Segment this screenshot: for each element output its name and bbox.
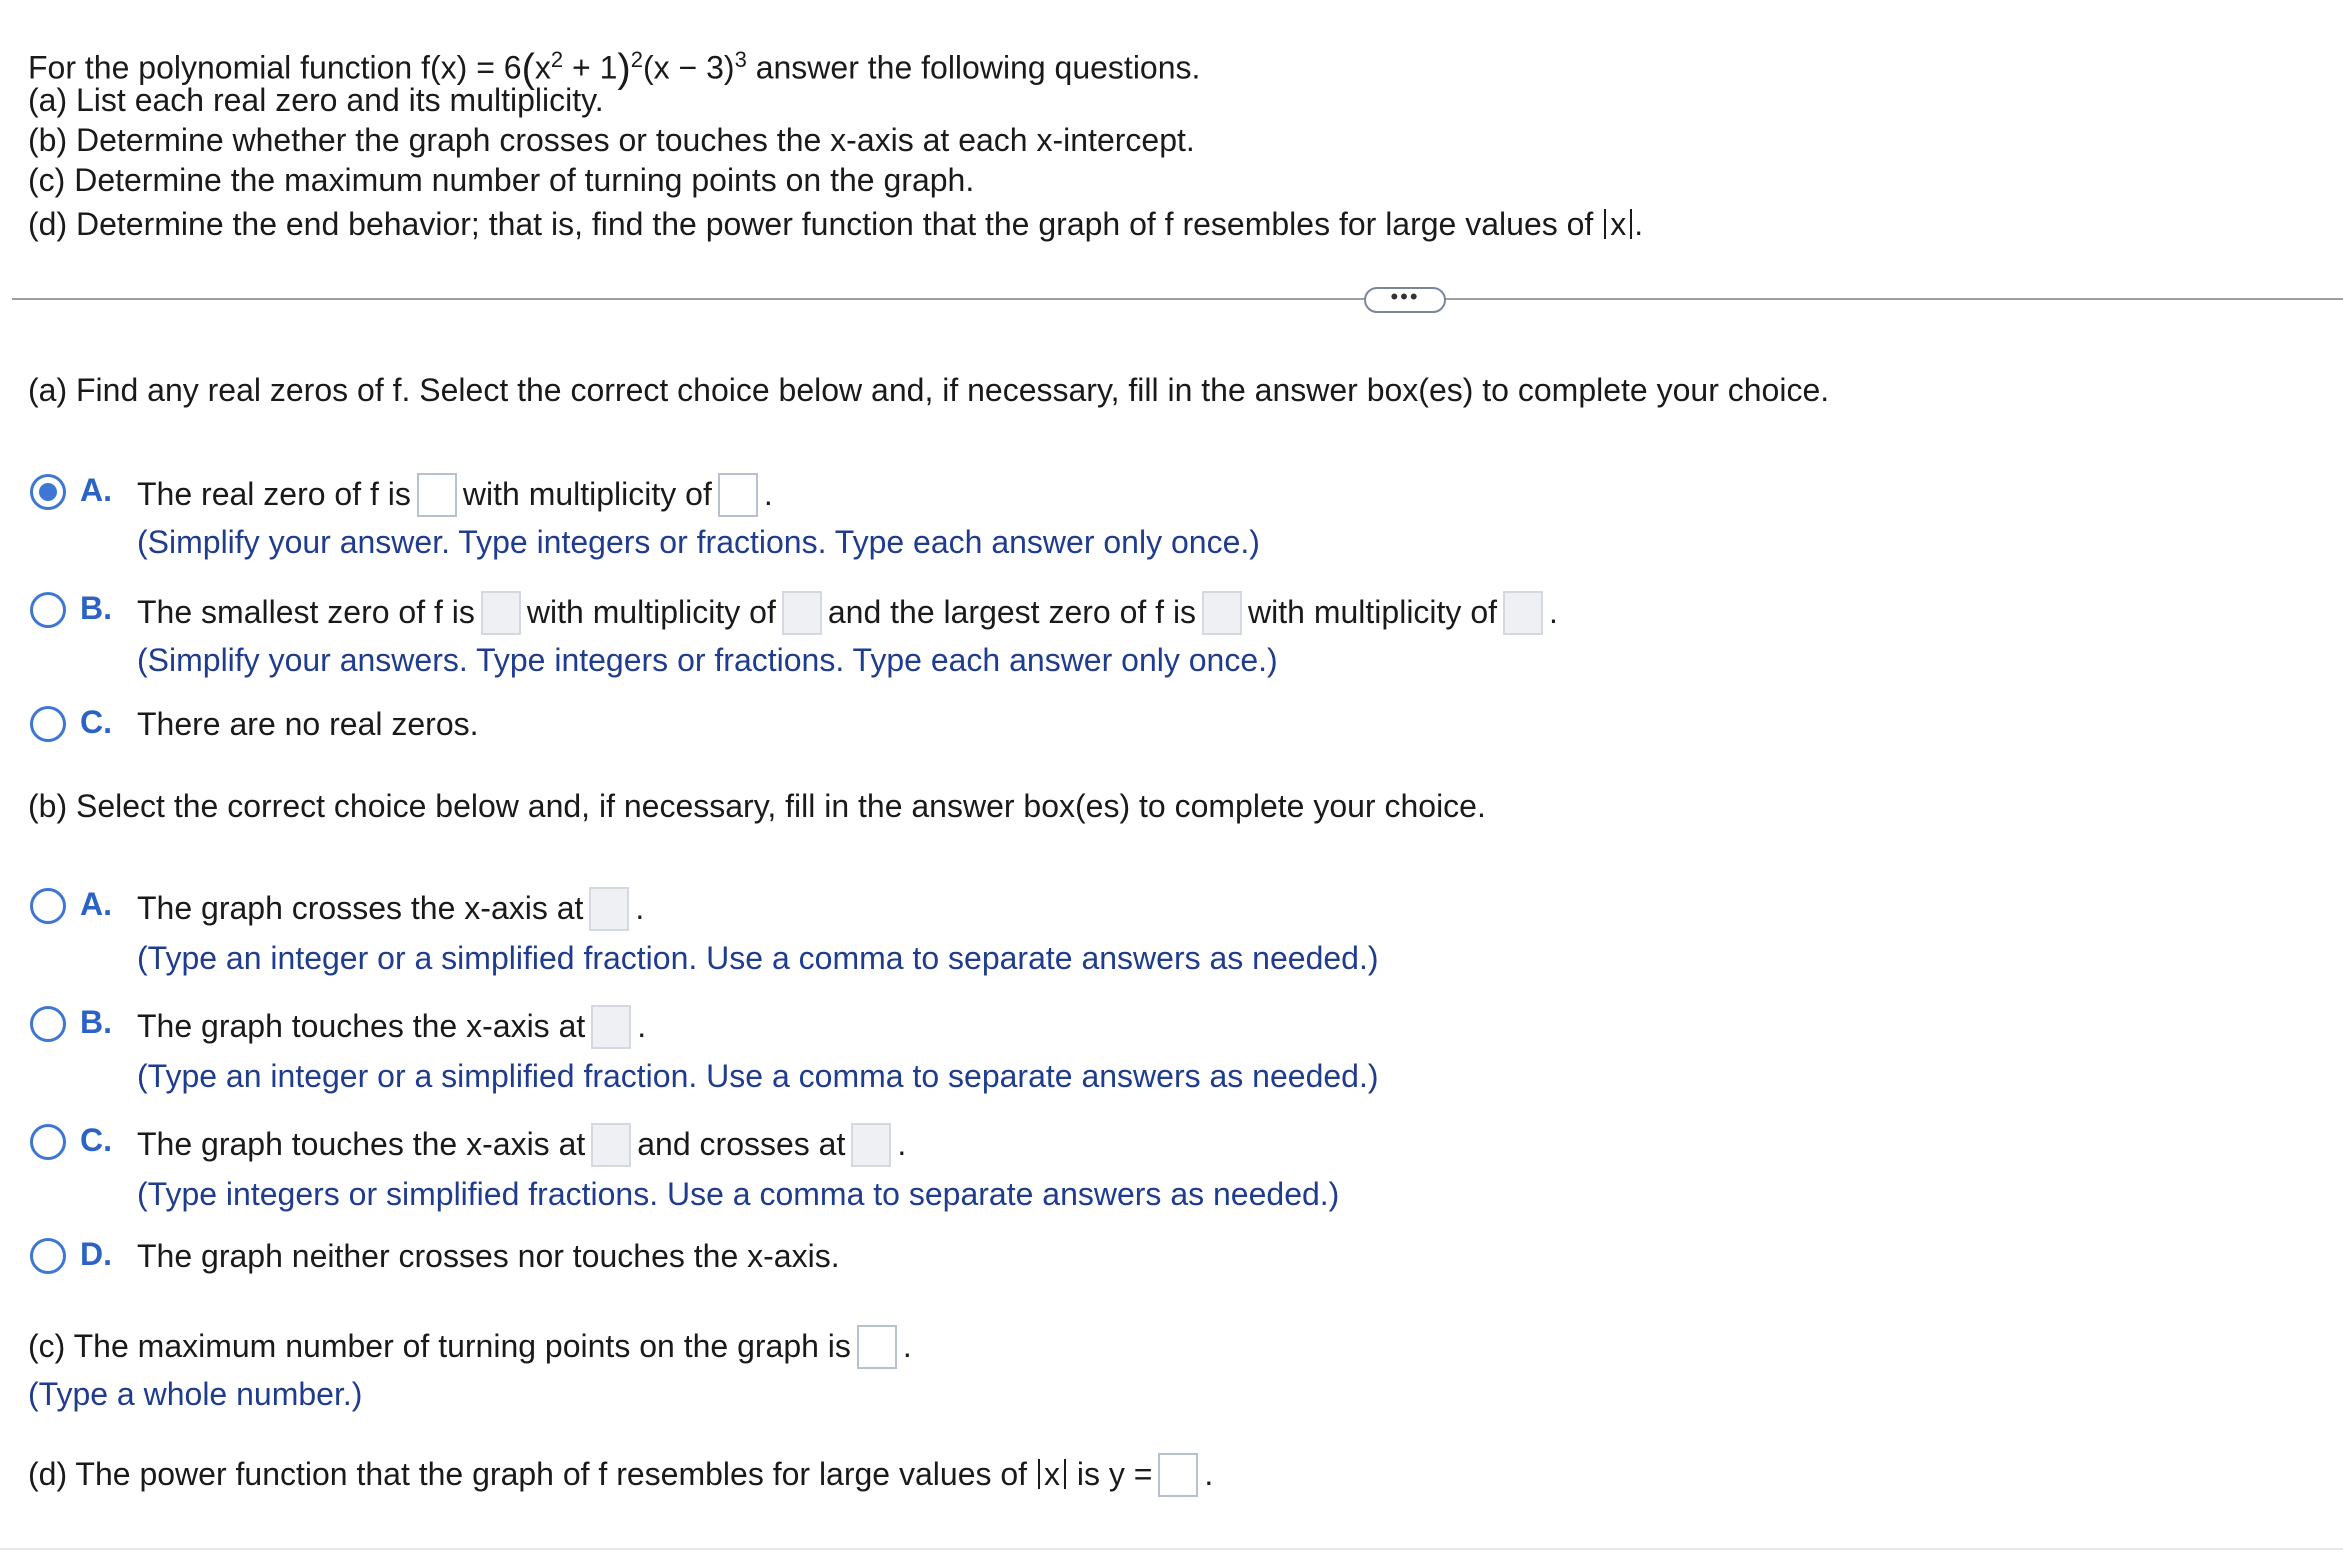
question-item-d	[28, 204, 1643, 244]
part-a-prompt: (a) Find any real zeros of f. Select the correct choice below and, if necessary, fill in the answer box(es) to complete your choice.	[28, 372, 1830, 408]
part-b-letter-d: D.	[80, 1236, 112, 1272]
part-b-letter-b: B.	[80, 1004, 112, 1040]
part-a-radio-c[interactable]	[30, 706, 66, 742]
part-a-radio-b[interactable]	[30, 592, 66, 628]
part-d	[28, 1454, 1213, 1499]
part-b-touches-input[interactable]	[591, 1005, 631, 1049]
part-b-choice-a-text: The graph crosses the x-axis at	[137, 890, 584, 926]
part-a-choice-a	[137, 474, 773, 519]
part-c	[28, 1326, 912, 1371]
part-b-c-crosses-input[interactable]	[851, 1123, 891, 1167]
part-a-choice-b-t4: with multiplicity of	[1248, 594, 1497, 630]
intro-post: answer the following questions.	[755, 49, 1201, 86]
part-a-letter-a: A.	[80, 472, 112, 508]
f-exp3: 3	[734, 47, 747, 72]
part-b-c-touches-input[interactable]	[591, 1123, 631, 1167]
part-c-hint: (Type a whole number.)	[28, 1376, 363, 1412]
bottom-border	[0, 1548, 2343, 1550]
period: .	[763, 476, 773, 512]
part-b-letter-c: C.	[80, 1122, 112, 1158]
part-d-abs: x	[1038, 1459, 1066, 1489]
part-a-choice-a-t1: The real zero of f is	[137, 476, 411, 512]
item-d-abs: x	[1604, 209, 1632, 239]
part-a-choice-c: There are no real zeros.	[137, 706, 479, 742]
part-a-choice-b	[137, 592, 1558, 637]
part-b-radio-a[interactable]	[30, 888, 66, 924]
part-b-choice-c-t1: The graph touches the x-axis at	[137, 1126, 586, 1162]
part-b-letter-a: A.	[80, 886, 112, 922]
item-d-post: .	[1634, 206, 1644, 242]
question-item-a: (a) List each real zero and its multiplicity.	[28, 82, 604, 118]
period: .	[902, 1328, 912, 1364]
part-b-choice-b	[137, 1006, 646, 1051]
part-a-choice-b-t2: with multiplicity of	[526, 594, 776, 630]
part-d-post: is y =	[1076, 1456, 1153, 1492]
paren-open: (	[521, 46, 535, 91]
period: .	[635, 890, 645, 926]
part-b-prompt: (b) Select the correct choice below and, if necessary, fill in the answer box(es) to complete your choice.	[28, 788, 1486, 824]
part-a-choice-a-hint: (Simplify your answer. Type integers or fractions. Type each answer only once.)	[137, 524, 1260, 560]
paren-close: )	[617, 46, 631, 91]
part-b-choice-b-hint: (Type an integer or a simplified fraction. Use a comma to separate answers as needed.)	[137, 1058, 1379, 1094]
f-exp-outer: 2	[630, 47, 643, 72]
f-part1: x	[534, 49, 551, 86]
part-c-turning-points-input[interactable]	[857, 1325, 897, 1369]
part-b-radio-d[interactable]	[30, 1238, 66, 1274]
part-a-smallest-zero-input[interactable]	[481, 591, 521, 635]
part-b-radio-c[interactable]	[30, 1124, 66, 1160]
part-b-choice-c-t2: and crosses at	[637, 1126, 846, 1162]
part-d-power-function-input[interactable]	[1158, 1453, 1198, 1497]
item-d-pre: (d) Determine the end behavior; that is, find the power function that the graph of f resembles for large values of	[28, 206, 1594, 242]
question-item-c: (c) Determine the maximum number of turning points on the graph.	[28, 162, 975, 198]
period: .	[897, 1126, 907, 1162]
part-a-choice-b-t1: The smallest zero of f is	[137, 594, 475, 630]
part-d-pre: (d) The power function that the graph of f resembles for large values of	[28, 1456, 1028, 1492]
part-a-letter-c: C.	[80, 704, 112, 740]
intro-pre: For the polynomial function f(x) = 6	[28, 49, 522, 86]
part-a-zero-input[interactable]	[417, 473, 457, 517]
question-item-b: (b) Determine whether the graph crosses or touches the x-axis at each x-intercept.	[28, 122, 1195, 158]
part-a-choice-b-hint: (Simplify your answers. Type integers or fractions. Type each answer only once.)	[137, 642, 1278, 678]
expand-button[interactable]: •••	[1364, 287, 1446, 313]
part-b-choice-d: The graph neither crosses nor touches the x-axis.	[137, 1238, 840, 1274]
part-a-choice-b-t3: and the largest zero of f is	[827, 594, 1197, 630]
period: .	[637, 1008, 647, 1044]
part-a-multiplicity-input[interactable]	[718, 473, 758, 517]
part-b-radio-b[interactable]	[30, 1006, 66, 1042]
part-a-letter-b: B.	[80, 590, 112, 626]
period: .	[1204, 1456, 1214, 1492]
f-exp1: 2	[550, 47, 564, 72]
f-part3: (x − 3)	[642, 49, 735, 86]
period: .	[1549, 594, 1558, 630]
f-part2: + 1	[563, 49, 618, 86]
part-c-text: (c) The maximum number of turning points on the graph is	[28, 1328, 851, 1364]
part-b-choice-b-text: The graph touches the x-axis at	[137, 1008, 586, 1044]
part-b-choice-c	[137, 1124, 906, 1169]
part-a-largest-zero-input[interactable]	[1202, 591, 1242, 635]
part-a-choice-a-t2: with multiplicity of	[462, 476, 712, 512]
part-b-choice-a-hint: (Type an integer or a simplified fraction. Use a comma to separate answers as needed.)	[137, 940, 1379, 976]
part-a-smallest-mult-input[interactable]	[782, 591, 822, 635]
part-b-crosses-input[interactable]	[589, 887, 629, 931]
part-b-choice-a	[137, 888, 644, 933]
part-a-largest-mult-input[interactable]	[1503, 591, 1543, 635]
part-b-choice-c-hint: (Type integers or simplified fractions. Use a comma to separate answers as needed.)	[137, 1176, 1340, 1212]
divider	[12, 298, 2343, 300]
part-a-radio-a[interactable]	[30, 474, 66, 510]
